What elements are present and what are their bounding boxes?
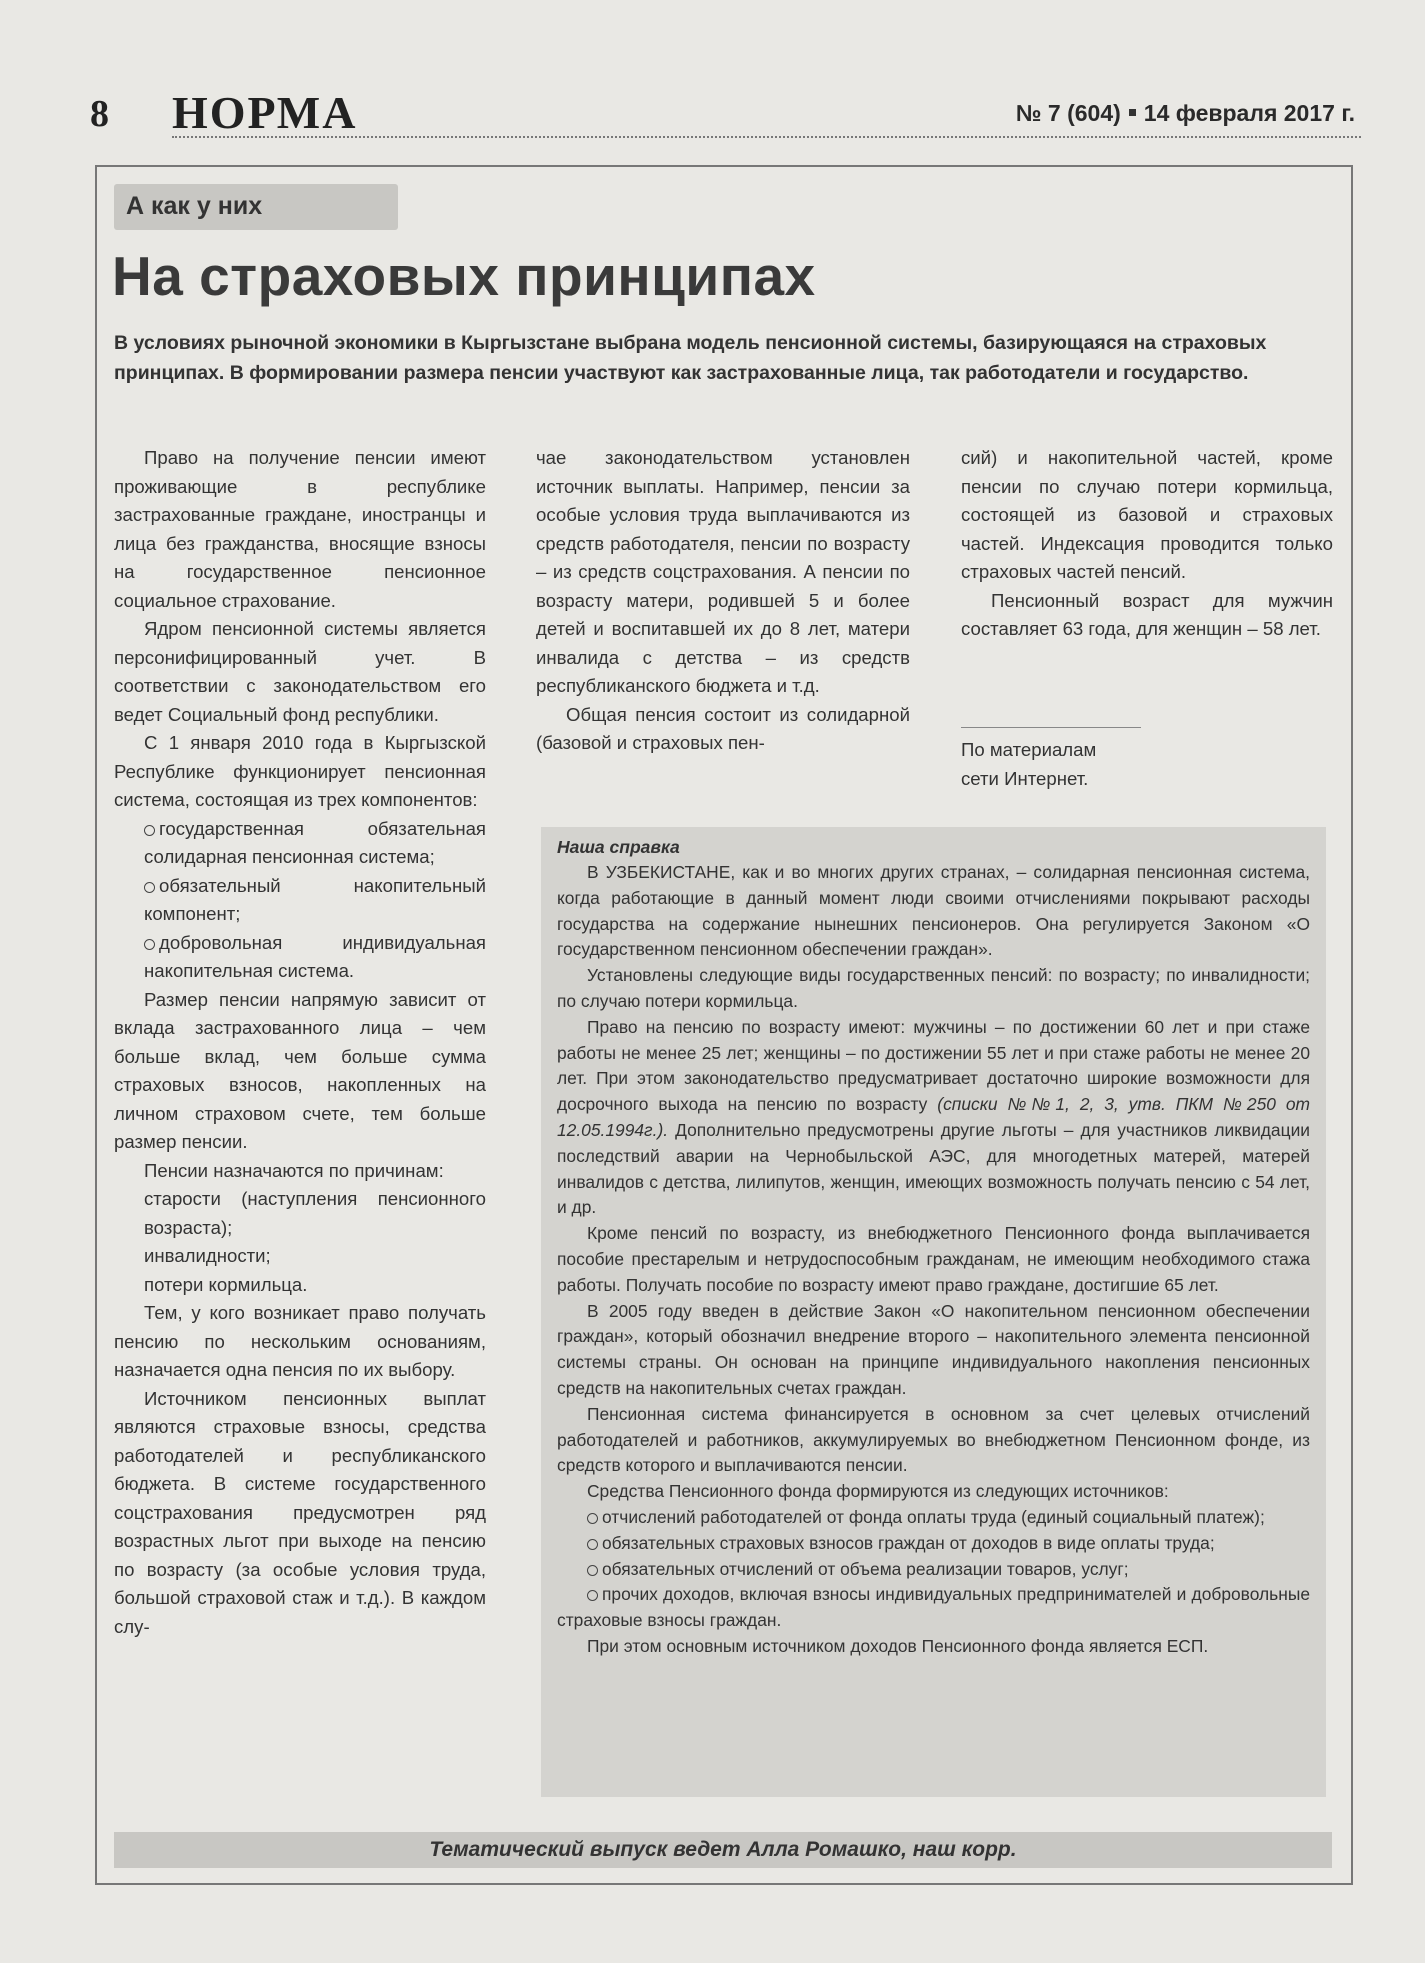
circle-bullet-icon: [144, 882, 155, 893]
list-item: старости (наступления пенсионного возраста);: [144, 1188, 486, 1238]
circle-bullet-icon: [587, 1539, 598, 1550]
paragraph: С 1 января 2010 года в Кыргызской Республике функционирует пенсионная система, состоящая из трех компонентов:: [114, 732, 486, 810]
circle-bullet-icon: [144, 939, 155, 950]
paragraph: Размер пенсии напрямую зависит от вклада застрахованного лица – чем больше вклад, чем больше сумма страховых взносов, накопленных на личном страховом счете, тем больше размер пенсии.: [114, 988, 486, 1152]
circle-bullet-icon: [587, 1590, 598, 1601]
paragraph: Ядром пенсионной системы является персонифицированный учет. В соответствии с законодательством его ведет Социальный фонд республики.: [114, 618, 486, 725]
source-line: сети Интернет.: [961, 767, 1089, 789]
paragraph: Источником пенсионных выплат являются страховые взносы, средства работодателей и республиканского бюджета. В системе государственного соцстрахования предусмотрен ряд возрастных льгот при выходе на пенсию по возрасту (за особые условия труда, большой страховой стаж и т.д.). В каждом слу-: [114, 1387, 486, 1637]
list-item: обязательных отчислений от объема реализации товаров, услуг;: [557, 1557, 1310, 1583]
paragraph: сий) и накопительной частей, кроме пенсии по случаю потери кормильца, состоящей из базовой и страховых частей. Индексация проводится только страховых частей пенсий.: [961, 447, 1333, 582]
paragraph: Установлены следующие виды государственных пенсий: по возрасту; по инвалидности; по случаю потери кормильца.: [557, 965, 1310, 1011]
issue-number: № 7 (604): [1015, 100, 1121, 126]
circle-bullet-icon: [144, 825, 155, 836]
paragraph: Тем, у кого возникает право получать пенсию по нескольким основаниям, назначается одна пенсия по их выбору.: [114, 1302, 486, 1380]
reference-box: [541, 827, 1326, 1797]
circle-bullet-icon: [587, 1565, 598, 1576]
paragraph: Пенсионная система финансируется в основном за счет целевых отчислений работодателей и работников, аккумулируемых во внебюджетном Пенсионном фонде, из средств которого и выплачиваются пенсии.: [557, 1403, 1310, 1476]
paragraph: В УЗБЕКИСТАНЕ, как и во многих других странах, – солидарная пенсионная система, когда работающие в данный момент люди своими отчислениями покрывают расходы государства на содержание нынешних пенсионеров. Она регулируется Законом «О государственном пенсионном обеспечении граждан».: [557, 862, 1310, 960]
rubric-label: [114, 184, 398, 230]
paragraph: Пенсии назначаются по причинам:: [144, 1159, 444, 1181]
page-number: 8: [90, 93, 109, 135]
paragraph: В 2005 году введен в действие Закон «О накопительном пенсионном обеспечении граждан», который обозначил внедрение второго – накопительного элемента пенсионной системы страны. Он основан на принципе индивидуального накопления пенсионных средств на накопительных счетах граждан.: [557, 1300, 1310, 1398]
paragraph: Общая пенсия состоит из солидарной (базовой и страховых пен-: [536, 703, 910, 753]
paragraph: чае законодательством установлен источник выплаты. Например, пенсии за особые условия труда выплачиваются из средств работодателя, пенсии по возрасту – из средств соцстрахования. А пенсии по возрасту матери, родившей 5 и более детей и воспитавшей их до 8 лет, матери инвалида с детства – из средств республиканского бюджета и т.д.: [536, 447, 910, 696]
reference-title: Наша справка: [557, 837, 680, 857]
issue-date: 14 февраля 2017 г.: [1143, 100, 1355, 126]
circle-bullet-icon: [587, 1513, 598, 1524]
list-item: добровольная индивидуальная накопительная система.: [144, 931, 486, 981]
article-column-2: [536, 444, 910, 758]
source-divider: [961, 727, 1141, 728]
article-headline: На страховых принципах: [112, 245, 816, 307]
list-item: прочих доходов, включая взносы индивидуальных предпринимателей и добровольные страховые взносы граждан.: [557, 1584, 1310, 1631]
list-item: обязательный накопительный компонент;: [144, 874, 486, 924]
reference-body: [557, 860, 1310, 1660]
list-item: государственная обязательная солидарная пенсионная система;: [144, 817, 486, 867]
footer-credit-bar: [114, 1832, 1332, 1868]
paragraph: При этом основным источником доходов Пенсионного фонда является ЕСП.: [587, 1635, 1209, 1656]
paragraph: Право на пенсию по возрасту имеют: мужчины – по достижении 60 лет и при стаже работы не менее 25 лет; женщины – по достижении 55 лет и при стаже работы не менее 20 лет. При этом законодательство предусматривает достаточно широкие возможности для досрочного выхода на пенсию по возрасту (списки №№1, 2, 3, утв. ПКМ №250 от 12.05.1994г.). Дополнительно предусмотрены другие льготы – для участников ликвидации последствий аварии на Чернобыльской АЭС, для многодетных матерей, матерей инвалидов с детства, лилипутов, женщин, имеющих возможность получать пенсию с 54 лет, и др.: [557, 1016, 1311, 1218]
list-item: обязательных страховых взносов граждан от доходов в виде оплаты труда;: [557, 1531, 1310, 1557]
source-line: По материалам: [961, 739, 1097, 760]
paragraph: Кроме пенсий по возрасту, из внебюджетного Пенсионного фонда выплачивается пособие престарелым и нетрудоспособным гражданам, не имеющим необходимого стажа работы. Получать пособие по возрасту имеют право гражданe, достигшие 65 лет.: [557, 1223, 1310, 1295]
paragraph: Пенсионный возраст для мужчин составляет 63 года, для женщин – 58 лет.: [961, 589, 1333, 639]
list-item: инвалидности;: [144, 1245, 271, 1266]
footer-credit: Тематический выпуск ведет Алла Ромашко, наш корр.: [429, 1838, 1017, 1861]
rubric-text: А как у них: [126, 192, 263, 220]
header-rule: [172, 136, 1361, 138]
law-reference: (списки №№1, 2, 3, утв. ПКМ №250 от 12.05.1994г.).: [557, 1094, 1311, 1140]
paragraph: Право на получение пенсии имеют проживающие в республике застрахованные граждане, иностранцы и лица без гражданства, вносящие взносы на государственное пенсионное социальное страхование.: [114, 447, 486, 611]
article-lead: В условиях рыночной экономики в Кыргызстане выбрана модель пенсионной системы, базирующаяся на страховых принципах. В формировании размера пенсии участвуют как застрахованные лица, так работодатели и государство.: [114, 332, 1267, 384]
article-column-1: [114, 444, 486, 1641]
article-source: [961, 736, 1096, 793]
list-item: отчислений работодателей от фонда оплаты труда (единый социальный платеж);: [557, 1505, 1310, 1531]
paragraph: Средства Пенсионного фонда формируются из следующих источников:: [587, 1481, 1169, 1502]
article-column-3: [961, 444, 1333, 644]
list-item: потери кормильца.: [144, 1273, 308, 1295]
separator-dot: [1129, 109, 1136, 116]
newspaper-title: НОРМА: [172, 87, 358, 138]
issue-info: [1016, 100, 1355, 127]
